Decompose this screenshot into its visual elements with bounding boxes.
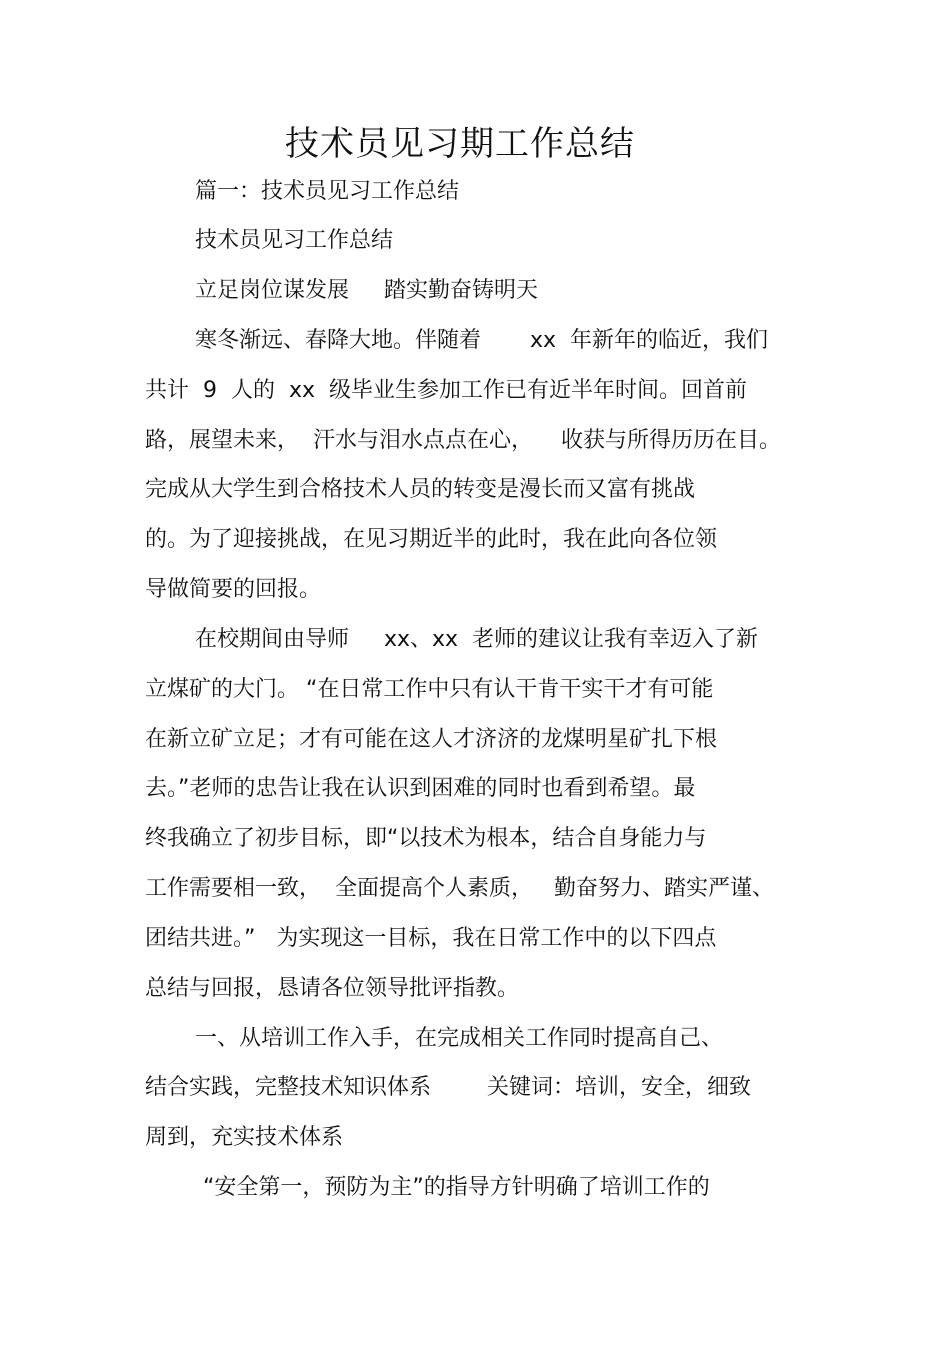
paragraph-line: 工作需要相一致， 全面提高个人素质， 勤奋努力、踏实严谨、	[145, 876, 774, 901]
document-title: 技术员见习期工作总结	[285, 124, 635, 164]
paragraph-line: 路，展望未来， 汗水与泪水点点在心， 收获与所得历历在目。	[145, 428, 781, 453]
paragraph-line: 共计 9 人的 xx 级毕业生参加工作已有近半年时间。回首前	[145, 378, 747, 403]
paragraph-line: 终我确立了初步目标，即“以技术为根本，结合自身能力与	[145, 826, 707, 851]
paragraph-line: 总结与回报，恳请各位领导批评指教。	[145, 976, 520, 1001]
section-item-heading: 一、从培训工作入手，在完成相关工作同时提高自己、	[195, 1026, 724, 1051]
paragraph-line: 完成从大学生到合格技术人员的转变是漫长而又富有挑战	[145, 477, 696, 502]
subtitle: 技术员见习工作总结	[195, 228, 394, 253]
paragraph-line: 立煤矿的大门。 “在日常工作中只有认干肯干实干才有可能	[145, 677, 714, 702]
paragraph-line: 去。”老师的忠告让我在认识到困难的同时也看到希望。最	[145, 776, 696, 801]
paragraph-line: 结合实践，完整技术知识体系 关键词：培训，安全，细致	[145, 1075, 751, 1100]
paragraph-line: 周到，充实技术体系	[145, 1125, 344, 1150]
paragraph-line: 在校期间由导师 xx、xx 老师的建议让我有幸迈入了新	[195, 627, 759, 652]
paragraph-line: 团结共进。” 为实现这一目标，我在日常工作中的以下四点	[145, 926, 717, 951]
paragraph-line: 寒冬渐远、春降大地。伴随着 xx 年新年的临近，我们	[195, 328, 768, 353]
section-heading: 篇一：技术员见习工作总结	[195, 179, 460, 204]
slogan: 立足岗位谋发展 踏实勤奋铸明天	[195, 278, 538, 303]
paragraph-line: “安全第一，预防为主”的指导方针明确了培训工作的	[203, 1175, 710, 1200]
paragraph-line: 导做简要的回报。	[145, 577, 322, 602]
paragraph-line: 的。为了迎接挑战，在见习期近半的此时，我在此向各位领	[145, 527, 718, 552]
paragraph-line: 在新立矿立足；才有可能在这人才济济的龙煤明星矿扎下根	[145, 727, 718, 752]
